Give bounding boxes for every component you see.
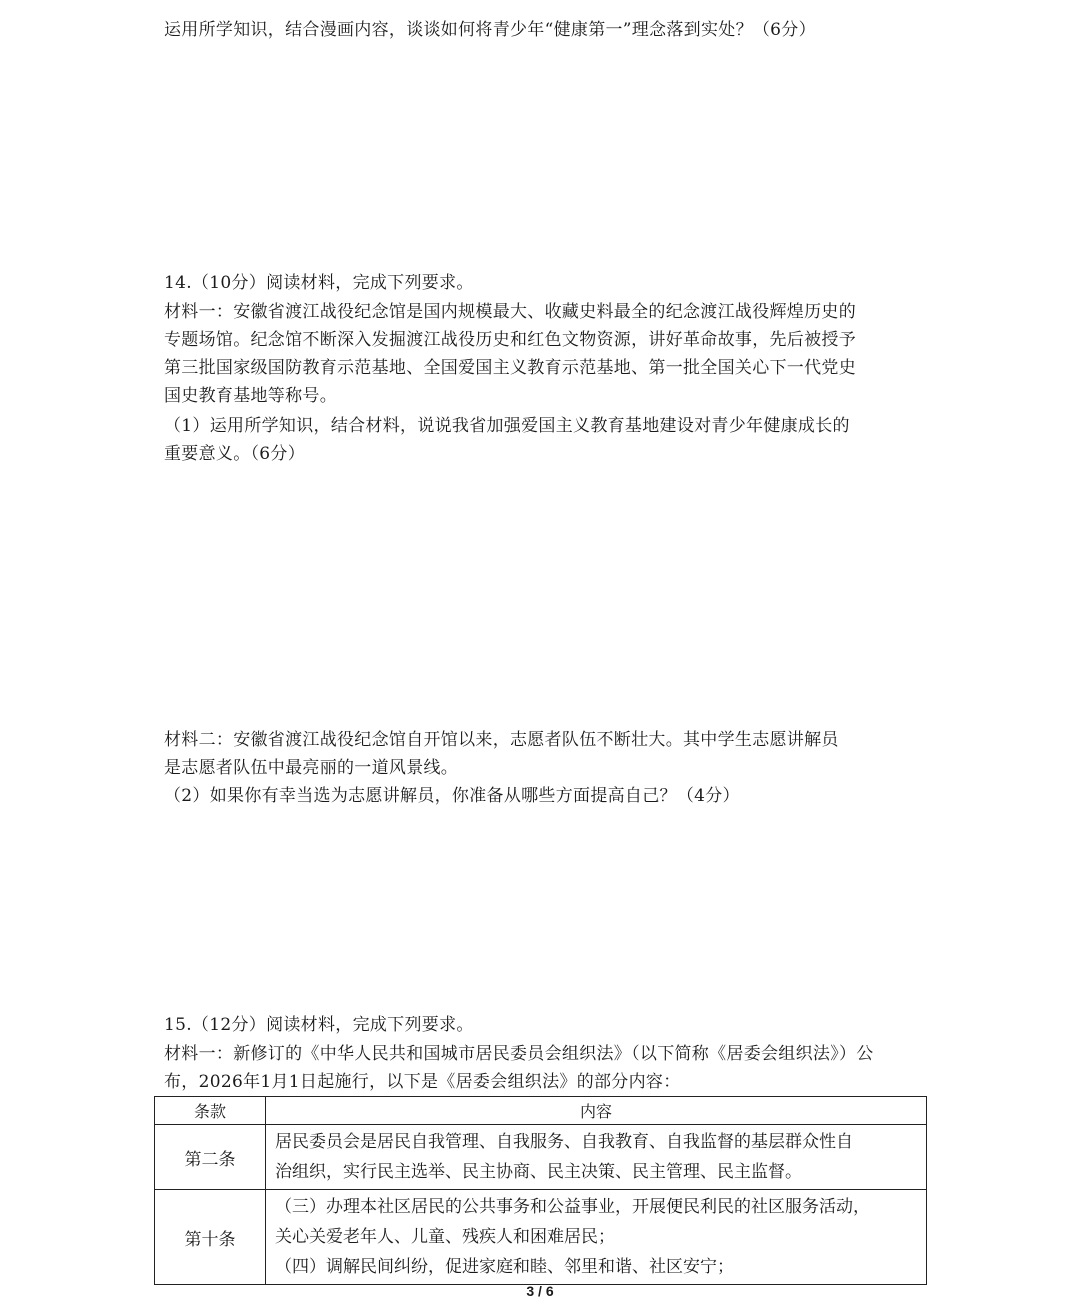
q14-material2-line: 材料二：安徽省渡江战役纪念馆自开馆以来，志愿者队伍不断壮大。其中学生志愿讲解员 xyxy=(164,730,839,750)
content-cell xyxy=(266,1125,927,1190)
q14-material1-line: 国史教育基地等称号。 xyxy=(164,386,337,406)
content-line: 居民委员会是居民自我管理、自我服务、自我教育、自我监督的基层群众性自 xyxy=(275,1132,853,1152)
content-line: （三）办理本社区居民的公共事务和公益事业，开展便民利民的社区服务活动， xyxy=(275,1197,870,1217)
q14-material1-line: 材料一：安徽省渡江战役纪念馆是国内规模最大、收藏史料最全的纪念渡江战役辉煌历史的 xyxy=(164,302,856,322)
q14-header: 14.（10分）阅读材料，完成下列要求。 xyxy=(164,273,474,293)
q15-material1-line: 材料一：新修订的《中华人民共和国城市居民委员会组织法》（以下简称《居委会组织法》）公 xyxy=(164,1044,874,1064)
table-row xyxy=(155,1125,927,1190)
q14-material1-line: 专题场馆。纪念馆不断深入发掘渡江战役历史和红色文物资源，讲好革命故事，先后被授予 xyxy=(164,330,856,350)
q14-material2-line: 是志愿者队伍中最亮丽的一道风景线。 xyxy=(164,758,459,778)
q15-material1-line: 布，2026年1月1日起施行，以下是《居委会组织法》的部分内容： xyxy=(164,1072,681,1092)
column-header-content: 内容 xyxy=(266,1097,927,1125)
article-cell: 第十条 xyxy=(155,1190,266,1285)
article-cell: 第二条 xyxy=(155,1125,266,1190)
q15-header: 15.（12分）阅读材料，完成下列要求。 xyxy=(164,1015,474,1035)
content-line: 治组织，实行民主选举、民主协商、民主决策、民主管理、民主监督。 xyxy=(275,1162,802,1182)
content-cell xyxy=(266,1190,927,1285)
column-header-article: 条款 xyxy=(155,1097,266,1125)
q14-sub1-line: 重要意义。（6分） xyxy=(164,444,306,464)
q13-prompt: 运用所学知识，结合漫画内容，谈谈如何将青少年“健康第一”理念落到实处？（6分） xyxy=(164,20,816,40)
law-table xyxy=(154,1096,927,1285)
q14-sub1-line: （1）运用所学知识，结合材料，说说我省加强爱国主义教育基地建设对青少年健康成长的 xyxy=(164,416,850,436)
table-row xyxy=(155,1190,927,1285)
content-line: 关心关爱老年人、儿童、残疾人和困难居民； xyxy=(275,1227,615,1247)
q14-material1-line: 第三批国家级国防教育示范基地、全国爱国主义教育示范基地、第一批全国关心下一代党史 xyxy=(164,358,856,378)
q14-sub2: （2）如果你有幸当选为志愿讲解员，你准备从哪些方面提高自己？（4分） xyxy=(164,786,740,806)
table-header-row xyxy=(155,1097,927,1125)
content-line: （四）调解民间纠纷，促进家庭和睦、邻里和谐、社区安宁； xyxy=(275,1257,734,1277)
page-number: 3 / 6 xyxy=(526,1283,554,1299)
